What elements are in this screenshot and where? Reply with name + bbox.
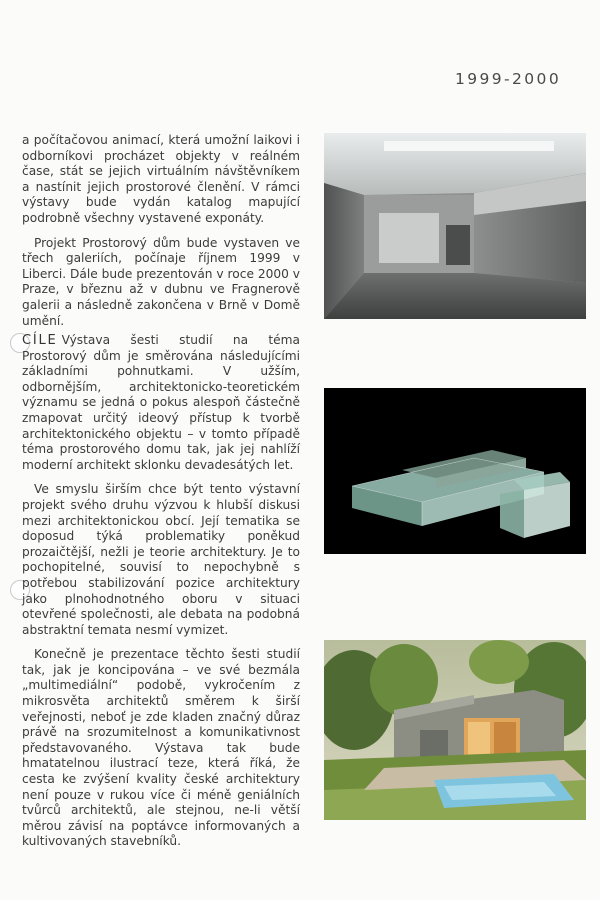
paragraph-goals (22, 333, 300, 473)
paragraph-goals-text: Výstava šesti studií na téma Prostorový dům je směrována následujícími základními pohnutkami. V užším, odbornějším, architektonicko-teoretickém významu se jedná o pokus alespoň částečně zmapovat určitý ideový přístup k tvorbě architektonického objektu – v tomto případě téma prostorového domu tak, jak jej nahlíží moderní architekt sklonku devadesátých let. (22, 333, 300, 472)
paragraph-exhibition: Projekt Prostorový dům bude vystaven ve třech galeriích, počínaje říjnem 1999 v Liberci. Dále bude prezentován v roce 2000 v Praze, v březnu až v dubnu ve Fragnerově galerii a následně zakončena v Brně v Domě umění. (22, 235, 300, 328)
house-garden-render-image (324, 640, 586, 820)
paragraph-animation: a počítačovou animací, která umožní laikovi i odborníkovi procházet objekty v reálném čase, stát se jejich virtuálním návštěvníkem a nastínit jejich prostorové členění. V rámci výstavy bude vydán katalog mapující podrobně všechny vystavené exponáty. (22, 133, 300, 225)
interior-render-image (324, 133, 586, 319)
glass-volume-render-image (324, 388, 586, 554)
paragraph-finally: Konečně je prezentace těchto šesti studií tak, jak je koncipována – ve své bezmála „multimediální“ podobě, vykročením z mikrosvěta architektů směrem k širší veřejnosti, neboť je zde kladen značný důraz právě na srozumitelnost a komunikativnost představovaného. Výstava tak bude hmatatelnou ilustrací teze, která říká, že cesta ke zvýšení kvality české architektury není pouze v rukou více či méně geniálních tvůrců architektů, ale stejnou, ne-li větší měrou závisí na poptávce informovaných a kultivovaných stavebníků. (22, 647, 300, 849)
page-year: 1999-2000 (455, 70, 562, 88)
paragraph-broader: Ve smyslu širším chce být tento výstavní projekt svého druhu výzvou k hlubší diskusi mezi architektonickou obcí. Její tematika se doposud týká problematiky poněkud prozaičtější, nežli je teorie architektury. Je to pochopitelné, souvisí to nepochybně s potřebou stabilizování pozice architektury jako plnohodnotného oboru v situaci otevřené společnosti, ale debata na podobná abstraktní temata nesmí vymizet. (22, 482, 300, 637)
text-column-bottom (22, 333, 300, 859)
text-column-top (22, 133, 300, 338)
section-heading-cile: CÍLE (22, 333, 58, 348)
